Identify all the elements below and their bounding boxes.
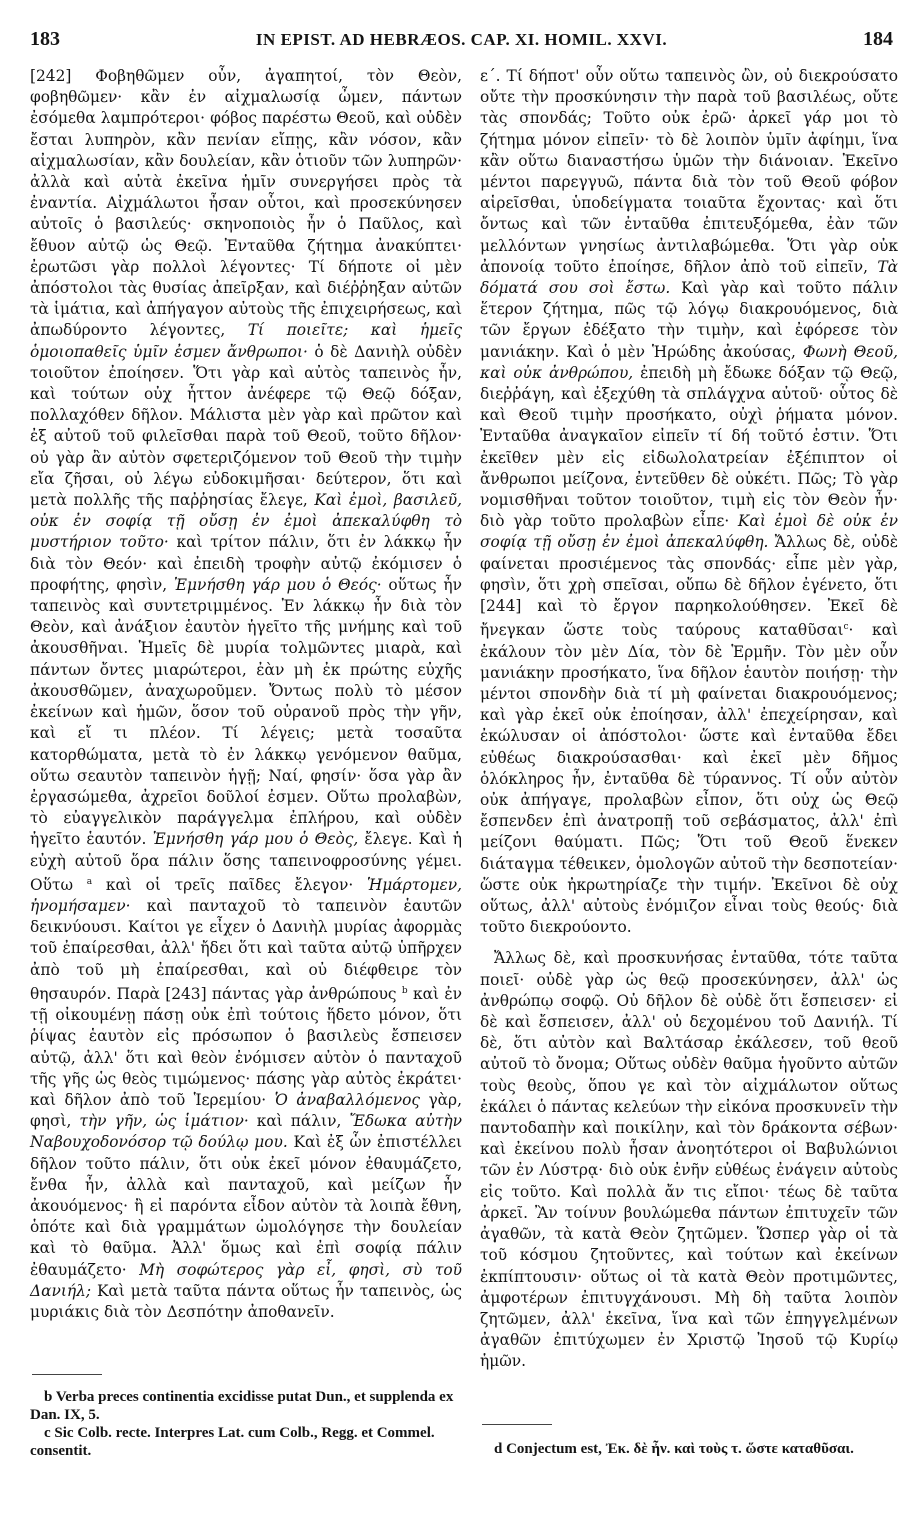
- italic-quote: Φωνὴ Θεοῦ, καὶ οὐκ ἀνθρώπου,: [480, 342, 898, 382]
- text-run: Ἄλλως δὲ, καὶ προσκυνήσας ἐνταῦθα, τότε ταῦτα ποιεῖ· οὐδὲ γὰρ ὡς θεῷ προσεκύνησεν, ἀλλ' ὡς ἀνθρώπῳ σοφῷ. Οὐ δῆλον δὲ οὐδὲ ὅτι ἔσπεισεν· εἰ δὲ καὶ ἔσπεισεν, ἀλλ' οὐ δεχομένου τοῦ Δανιήλ. Τί δὲ, ὅτι αὐτὸν καὶ Βαλτάσαρ ἐκάλεσεν, τοῦ θεοῦ αὐτοῦ τὸ ὄνομα; Οὕτως οὐδὲν θαῦμα ἡγοῦντο αὐτῶν τοὺς θεοὺς, ὅπου γε καὶ τὸν αἰχμάλωτον οὕτως ἐκάλει ὁ πάντας κελεύων τὴν εἰκόνα προσκυνεῖν τὴν παντοδαπὴν καὶ ποικίλην, καὶ τὸν δράκοντα σέβων· καὶ ἐκείνου πολὺ ἦσαν ἀνοητότεροι οἱ Βαβυλώνιοι τῶν ἐν Λύστρᾳ· διὸ οὐκ ἐνῆν εὐθέως ἐνάγειν αὐτοὺς εἰς τοῦτο. Καὶ πολλὰ ἄν τις εἴποι· τέως δὲ ταῦτα ἀρκεῖ. Ἂν τοίνυν βουλώμεθα πάντων ἐπιτυχεῖν τῶν ἀγαθῶν, τὰ κατὰ Θεὸν ζητῶμεν. Ὥσπερ γὰρ οἱ τὰ τοῦ κόσμου ζητοῦντες, καὶ τούτων καὶ ἐκείνων ἐκπίπτουσιν· οὕτως οἱ τὰ κατὰ Θεὸν προτιμῶντες, ἀμφοτέρων ἐπιτυγχάνουσι. Μὴ δὴ ταῦτα λοιπὸν ζητῶμεν, ἀλλ' ἐκεῖνα, ἵνα καὶ τῶν ἐπηγγελμένων ἀγαθῶν ἐπιτύχωμεν ἐν Χριστῷ Ἰησοῦ τῷ Κυρίῳ ἡμῶν.: [480, 949, 898, 1371]
- text-run: ἐπειδὴ μὴ ἔδωκε δόξαν τῷ Θεῷ, διεῤῥάγη, καὶ ἐξεχύθη τὰ σπλάγχνα αὐτοῦ· οὗτος δὲ καὶ Θεοῦ τιμὴν προσήκατο, οὐχὶ ῥήματα μόνον. Ἐνταῦθα ἀναγκαῖον εἰπεῖν τί δή τοῦτό ἐστιν. Ὅτι ἐκεῖθεν μὲν εἰς εἰδωλολατρείαν ἐξέπιπτον οἱ ἄνθρωποι μείζονα, ἐντεῦθεν δὲ οὐκέτι. Πῶς; Τὸ γὰρ νομισθῆναι τοῦτον τοιοῦτον, τιμὴ εἰς τὸν Θεὸν ἦν· διὸ γὰρ τοῦτο προλαβὼν εἶπε·: [480, 363, 898, 531]
- right-paragraph: [480, 948, 898, 1372]
- italic-quote: Τὰ δόματά σου σοὶ ἔστω.: [480, 257, 898, 298]
- italic-quote: Καὶ ἐμοὶ, βασιλεῦ, οὐκ ἐν σοφίᾳ τῇ οὔσῃ ἐν ἐμοὶ ἀπεκαλύφθη τὸ μυστήριον τοῦτο·: [30, 491, 462, 552]
- text-run: ε΄. Τί δήποτ' οὖν οὕτω ταπεινὸς ὢν, οὐ διεκρούσατο οὔτε τὴν προσκύνησιν τὴν παρὰ τοῦ βασιλέως, οὔτε τὰς σπονδάς; Τοῦτο οὐκ ἐρῶ· ἀρκεῖ γάρ μοι τὸ ζήτημα μόνον εἰπεῖν· τὸ δὲ λοιπὸν ὑμῖν ἀφίημι, ἵνα κἂν οὕτω διαναστήσω ὑμῶν τὴν διάνοιαν. Ἐκεῖνο μέντοι παρεγγυῶ, πάντα διὰ τὸν τοῦ Θεοῦ φόβον αἱρεῖσθαι, ὑποδείγματα τοιαῦτα ἔχοντας· καὶ ὅτι ὄντως καὶ τῶν ἐνταῦθα ἐπιτευξόμεθα, ἐὰν τῶν μελλόντων γνησίως ἀντιλαβώμεθα. Ὅτι γὰρ οὐκ ἀπονοίᾳ τοῦτο ἐποίησε, δῆλον ἀπὸ τοῦ εἰπεῖν,: [480, 67, 898, 276]
- text-run: Καὶ μετὰ ταῦτα πάντα οὕτως ἦν ταπεινὸς, ὡς μυριάκις διὰ τὸν Δεσπότην ἀποθανεῖν.: [30, 1281, 462, 1322]
- footnotes-left: [30, 1388, 462, 1460]
- footnote-marker: c: [843, 622, 849, 633]
- italic-quote: Ὁ ἀναβαλλόμενος: [274, 1091, 420, 1109]
- right-column: [480, 66, 898, 1373]
- left-column: [30, 66, 462, 1323]
- right-paragraph: [480, 66, 898, 938]
- text-run: ἔλεγε. Καὶ ἡ εὐχὴ αὐτοῦ ὅρα πάλιν ὅσης ταπεινοφροσύνης γέμει. Οὕτω: [30, 830, 462, 894]
- italic-quote: Μὴ σοφώτερος γὰρ εἶ, φησὶ, σὺ τοῦ Δανιήλ;: [30, 1260, 462, 1300]
- text-run: · καὶ ἐκάλουν τὸν μὲν Δία, τὸν δὲ Ἑρμῆν. Τὸν μὲν οὖν μανιάκην προσήκατο, ἵνα δῆλον ἑαυτὸν ποιήσῃ· τὴν μέντοι σπονδὴν διὰ τί μὴ φαίνεται διακρουόμενος; καὶ γὰρ ἐκεῖ οὐκ ἐποίησαν, ἀλλ' ἐπεχείρησαν, καὶ ἐκώλυσαν οἱ ἀπόστολοι· ὥστε καὶ ἐνταῦθα ἔδει εὐθέως διακρούσασθαι· καὶ ἐκεῖ μὲν δῆμος ὁλόκληρος ἦν, ἐνταῦθα δὲ τύραννος. Τί οὖν αὐτὸν οὐκ ἀπήγαγε, προλαβὼν εἶπον, ὅτι οὐχ ὡς Θεῷ ἔσπενδεν ἐπὶ ἀνατροπῇ τοῦ σεβάσματος, ἀλλ' ἐπὶ μείζονι θαύματι. Πῶς; Ὅτι τοῦ Θεοῦ ἕνεκεν διάταγμα τέθεικεν, ὁμολογῶν αὐτοῦ τὴν δεσποτείαν· ὥστε οὐκ ἠκρωτηρίαζε τὴν τιμήν. Ἐκεῖνοι δὲ οὐχ οὕτως, ἀλλ' αὐτοὺς ἐνόμιζον εἶναι τοὺς θεούς· διὰ τοῦτο διεκρούοντο.: [480, 621, 898, 937]
- running-title: IN EPIST. AD HEBRÆOS. CAP. XI. HOMIL. XXVI.: [255, 30, 668, 49]
- text-run: [242] Φοβηθῶμεν οὖν, ἀγαπητοί, τὸν Θεὸν, φοβηθῶμεν· κἂν ἐν αἰχμαλωσίᾳ ὦμεν, πάντων ἐσόμεθα λαμπρότεροι· φόβος παρέστω Θεοῦ, καὶ οὐδὲν ἔσται λυπηρὸν, κἂν πενίαν εἴπῃς, κἂν νόσον, κἂν αἰχμαλωσίαν, κἂν δουλείαν, κἂν ὁτιοῦν τῶν λυπηρῶν· ἀλλὰ καὶ αὐτὰ ἐκεῖνα ἡμῖν συνεργήσει πρὸς τὰ ἐναντία. Αἰχμάλωτοι ἦσαν οὗτοι, καὶ προσεκύνησεν αὐτοῖς ὁ βασιλεύς· σκηνοποιὸς ἦν ὁ Παῦλος, καὶ ἔθυον αὐτῷ ὡς Θεῷ. Ἐνταῦθα ζήτημα ἀνακύπτει· ἐρωτῶσι γὰρ πολλοὶ λέγοντες· Τί δήποτε οἱ μὲν ἀπόστολοι τὰς θυσίας ἀπεῖρξαν, καὶ διέῤῥηξαν αὐτῶν τὰ ἱμάτια, καὶ ἀπήγαγον αὐτοὺς τῆς ἐπιχειρήσεως, καὶ ἀπωδύροντο λέγοντες,: [30, 67, 462, 340]
- text-run: Ἄλλως δὲ, οὐδὲ φαίνεται προσιέμενος τὰς σπονδάς· εἶπε μὲν γὰρ, φησὶν, ὅτι χρὴ σπεῖσαι, οὔπω δὲ δῆλον ἐγένετο, ὅτι [244] καὶ τὸ ἔργον παρηκολούθησεν. Ἐκεῖ δὲ ἤνεγκαν ὥστε τοὺς ταύρους καταθῦσαι: [480, 533, 898, 640]
- text-run: καὶ τρίτον πάλιν, ὅτι ἐν λάκκῳ ἦν διὰ τὸν Θεόν· καὶ ἐπειδὴ τροφὴν αὐτῷ ἐκόμισεν ὁ προφήτης, φησὶν,: [30, 533, 462, 594]
- left-paragraph: [30, 66, 462, 1323]
- footnote: c Sic Colb. recte. Interpres Lat. cum Colb., Regg. et Commel. consentit.: [30, 1425, 435, 1459]
- text-run: καὶ οἱ τρεῖς παῖδες ἔλεγον·: [105, 875, 354, 894]
- text-run: καὶ πάλιν,: [256, 1112, 342, 1131]
- italic-quote: Τί ποιεῖτε; καὶ ἡμεῖς ὁμοιοπαθεῖς ὑμῖν ἐσμεν ἄνθρωποι·: [30, 321, 462, 361]
- italic-quote: τὴν γῆν, ὡς ἱμάτιον·: [79, 1112, 249, 1131]
- footnote: d Conjectum est, Ἐκ. δὲ ἦν. καὶ τοὺς τ. ὥστε καταθῦσαι.: [494, 1441, 854, 1457]
- italic-quote: Ἡμάρτομεν, ἠνομήσαμεν·: [30, 875, 462, 916]
- footnote-rule: [482, 1424, 552, 1425]
- footnote-marker: a: [86, 876, 93, 887]
- text-run: ὁ δὲ Δανιὴλ οὐδὲν τοιοῦτον ἐποίησεν. Ὅτι γὰρ καὶ αὐτὸς ταπεινὸς ἦν, καὶ τούτων οὐχ ἧττον ἀνέφερε τῷ Θεῷ δόξαν, πολλαχόθεν δῆλον. Μάλιστα μὲν γὰρ καὶ πρῶτον καὶ ἐξ αὐτοῦ τοῦ φιλεῖσθαι παρὰ τοῦ Θεοῦ, τοῦτο δῆλον· οὐ γὰρ ἂν αὐτὸν σφετεριζόμενον τοῦ Θεοῦ τὴν τιμὴν εἴα ζῆσαι, οὐ λέγω εὐδοκιμῆσαι· δεύτερον, ὅτι καὶ μετὰ πολλῆς τῆς παῤῥησίας ἔλεγε,: [30, 342, 462, 510]
- italic-quote: Καὶ ἐμοὶ δὲ οὐκ ἐν σοφίᾳ τῇ οὔσῃ ἐν ἐμοὶ ἀπεκαλύφθη.: [480, 512, 898, 552]
- footnotes-right: [480, 1440, 898, 1458]
- text-run: καὶ ἐν τῇ οἰκουμένῃ πάσῃ οὐκ ἐπὶ τούτοις ἥδετο μόνον, ὅτι ῥίψας ἑαυτὸν εἰς πρόσωπον ὁ βασιλεὺς ἔσπεισεν αὐτῷ, ἀλλ' ὅτι καὶ θεὸν ἐνόμισεν αὐτὸν ὁ πανταχοῦ τῆς γῆς ὡς θεὸς τιμώμενος· πάσης γὰρ αὐτὸς ἐκράτει· καὶ δῆλον ἀπὸ τοῦ Ἱερεμίου·: [30, 984, 462, 1109]
- text-run: καὶ πανταχοῦ τὸ ταπεινὸν ἑαυτῶν δεικνύουσι. Καίτοι γε εἶχεν ὁ Δανιὴλ μυρίας ἀφορμὰς τοῦ ἐπαίρεσθαι, ἀλλ' ἤδει ὅτι καὶ ταῦτα αὐτῷ ὑπῆρχεν ἀπὸ τοῦ μὴ ἐπαίρεσθαι, καὶ οὐ διέφθειρε τὸν θησαυρόν. Παρὰ [243] πάντας γὰρ ἀνθρώπους: [30, 897, 462, 1003]
- text-run: γὰρ, φησὶ,: [30, 1091, 462, 1131]
- footnote: b Verba preces continentia excidisse putat Dun., et supplenda ex Dan. IX, 5.: [30, 1389, 454, 1423]
- text-run: οὕτως ἦν ταπεινὸς καὶ συντετριμμένος. Ἐν λάκκῳ ἦν διὰ τὸν Θεὸν, καὶ ἀνάξιον ἑαυτὸν ἡγεῖτο τῆς μνήμης καὶ τοῦ ἀκουσθῆναι. Ἡμεῖς δὲ μυρία τολμῶντες μιαρὰ, καὶ πάντων ὄντες μιαρώτεροι, ἐὰν μὴ ἐκ πρώτης εὐχῆς ἀκουσθῶμεν, ἀναχωροῦμεν. Ὄντως πολὺ τὸ μέσον ἐκείνων καὶ ἡμῶν, ὅσον τοῦ οὐρανοῦ πρὸς τὴν γῆν, καὶ εἴ τι πλέον. Τί λέγεις; μετὰ τοσαῦτα κατορθώματα, μετὰ τὸ ἐν λάκκῳ γενόμενον θαῦμα, οὕτω σεαυτὸν ταπεινὸν ἡγῇ; Ναί, φησίν· ὅσα γὰρ ἂν ἐργασώμεθα, ἀχρεῖοι δοῦλοί ἐσμεν. Οὕτω προλαβὼν, τὸ εὐαγγελικὸν παράγγελμα ἐπλήρου, καὶ οὐδὲν ἡγεῖτο ἑαυτόν.: [30, 575, 462, 849]
- footnote-marker: b: [401, 985, 408, 996]
- italic-quote: Ἐμνήσθη γάρ μου ὁ Θεὸς,: [152, 830, 359, 849]
- page-number-left: 183: [30, 28, 60, 50]
- text-run: Καὶ γὰρ καὶ τοῦτο πάλιν ἕτερον ζήτημα, πῶς τῷ λόγῳ διακρουόμενος, διὰ τῶν ἔργων ἐδέξατο τὴν τιμὴν, καὶ ἐφόρεσε τὸν μανιάκην. Καὶ ὁ μὲν Ἡρώδης ἀκούσας,: [480, 279, 898, 361]
- italic-quote: Ἐμνήσθη γάρ μου ὁ Θεός·: [173, 575, 382, 594]
- page-number-right: 184: [863, 28, 893, 50]
- footnote-rule: [32, 1374, 102, 1375]
- page-header: [30, 28, 893, 58]
- italic-quote: Ἔδωκα αὐτὴν Ναβουχοδονόσορ τῷ δούλῳ μου.: [30, 1112, 462, 1152]
- text-run: Καὶ ἐξ ὧν ἐπιστέλλει δῆλον τοῦτο πάλιν, ὅτι οὐκ ἐκεῖ μόνον ἐθαυμάζετο, ἔνθα ἦν, ἀλλὰ καὶ πανταχοῦ, καὶ μείζων ἦν ἀκουόμενος· ἢ εἰ παρόντα εἶδον αὐτὸν τὰ λοιπὰ ἔθνη, ὁπότε καὶ διὰ γραμμάτων ὡμολόγησε τὴν δουλείαν καὶ τὸ θαῦμα. Ἀλλ' ὅμως καὶ ἐπὶ σοφίᾳ πάλιν ἐθαυμάζετο·: [30, 1133, 462, 1279]
